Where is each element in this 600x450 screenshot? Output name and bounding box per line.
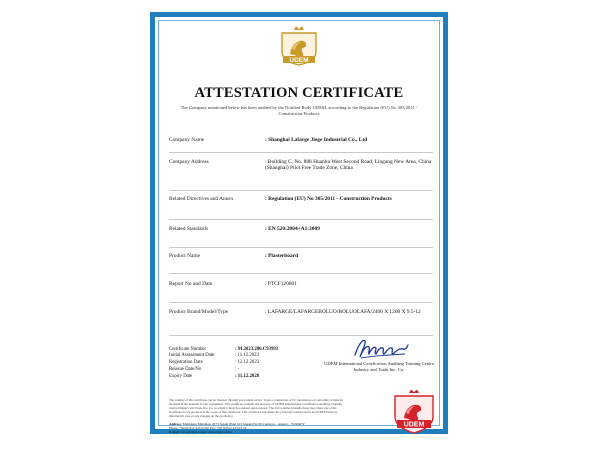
- field-label: Related Directives and Annex: [169, 196, 234, 202]
- field-label: Product Name: [169, 253, 200, 259]
- divider: [169, 273, 433, 274]
- meta-label: Reissue Date/No: [169, 367, 202, 372]
- address-label: Address:: [169, 422, 182, 426]
- page-title: ATTESTATION CERTIFICATE: [194, 85, 404, 101]
- meta-label: Registration Date: [169, 360, 203, 365]
- udem-logo-icon: [276, 25, 322, 69]
- divider: [169, 219, 433, 220]
- divider: [169, 152, 433, 153]
- email-label: E-mail:: [169, 430, 180, 435]
- divider: [169, 190, 433, 191]
- meta-label: Certificate Number: [169, 347, 207, 352]
- field-label: Product Brand/Model/Type: [169, 309, 229, 315]
- field-value: : LAFARGE/LAFARGEBOLUO/BOLUOLAFA/2400 X 1200 X 9.5-12: [265, 309, 421, 315]
- meta-value: : M.2023.206.C93993: [235, 347, 279, 352]
- intro-text: The Company mentioned below has been audited by the Notified Body UDEM, according to the Regulation (EU) No 305/2011 - Construction Products: [180, 105, 418, 116]
- meta-value: : 12.12.2023: [235, 360, 260, 365]
- contact-info: [169, 422, 345, 435]
- meta-value: : 11.12.2028: [235, 374, 260, 379]
- meta-registration-date: [169, 360, 319, 366]
- issuer-name: UDEM International Certification Auditing Training Centre Industry and Trade Inc. Co.: [324, 361, 434, 372]
- signature-icon: [351, 335, 411, 361]
- meta-value: : 11.12.2023: [235, 353, 259, 358]
- meta-value: : -: [235, 367, 240, 372]
- field-value: : Plasterboard: [265, 253, 299, 259]
- field-label: Company Address: [169, 159, 209, 165]
- contact-email-line: [169, 430, 345, 434]
- udem-seal-icon: [391, 389, 437, 435]
- logo-text: UDEM: [289, 57, 309, 64]
- field-label: Related Standards: [169, 226, 209, 232]
- meta-reissue: [169, 367, 319, 373]
- meta-label: Expiry Date: [169, 374, 193, 379]
- email-value: info@udem.com.tr www.udem.com.tr: [180, 430, 233, 435]
- field-value: : EN 520:2004+A1:2009: [265, 226, 320, 232]
- field-value: : PTCF120801: [265, 281, 297, 287]
- divider: [169, 247, 433, 248]
- field-label: Company Name: [169, 137, 205, 143]
- contact-phone-line: Phone: +90 (0)312 443 03 90 Fax: +90 (0)312 443 03 74: [169, 426, 247, 431]
- seal-text: UDEM: [403, 421, 425, 429]
- divider: [169, 302, 433, 303]
- field-label: Report No and Date: [169, 281, 213, 287]
- meta-expiry-date: [169, 374, 319, 380]
- field-value: : Shanghai Lafarge Jiege Industrial Co., Ltd: [265, 137, 368, 143]
- field-value: : Regulation (EU) No 305/2011 - Construction Products: [265, 196, 392, 202]
- meta-label: Initial Assessment Date: [169, 353, 215, 358]
- disclaimer-text: The validity of this certificate can be checked through www.udem.com.tr. Upon a completion of EC declaration of conformity it must be included in the manuals for the equipment. This certificate remains the property of UDEM International Certification Auditing Training Centre Industry and Trade Inc. Co. to whom it must be returned upon request. The above named manufacturer may make use of the certificate for its products in the scope of this certificate. This certificate and annex the product(s) named above and UDEM must be informed in case of any changes on the product(s).: [169, 398, 344, 418]
- meta-initial-assessment: [169, 353, 319, 359]
- field-value: : Building C, No. 888 Huanhu West Second Road, Lingang New Area, China (Shanghai) Pilot Free Trade Zone, China: [265, 159, 432, 172]
- meta-certificate-number: [169, 347, 319, 353]
- certificate: [150, 12, 448, 434]
- address-value: Mutlukent Mahallesi 2073 Sokak (Eski 615.Sokak) No:36 Çankaya – Ankara – TURKEY: [182, 422, 305, 426]
